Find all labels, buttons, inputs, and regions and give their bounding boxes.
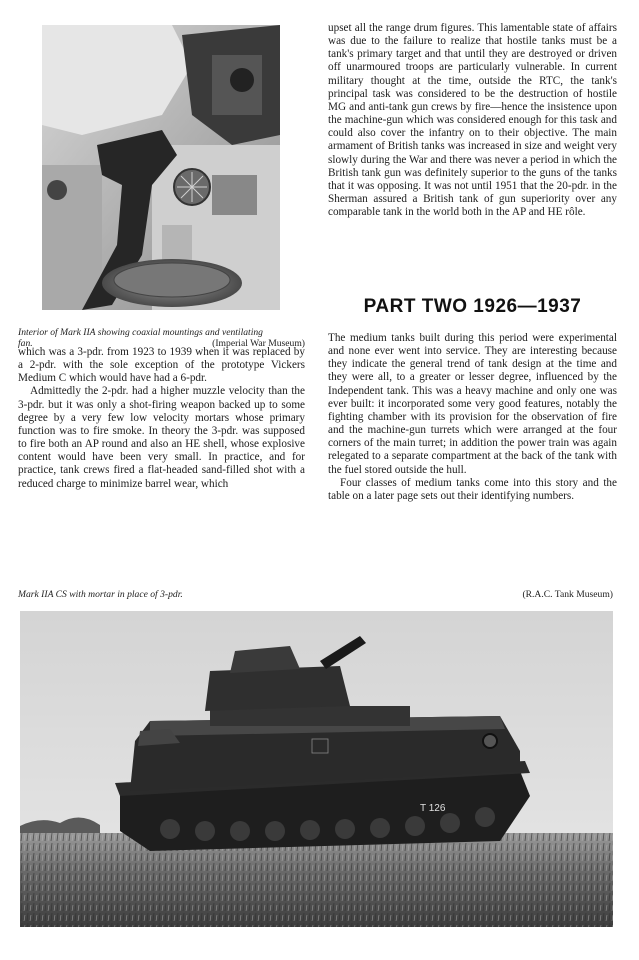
interior-photo-image [42,25,280,310]
tank-photo-caption: Mark IIA CS with mortar in place of 3-pdr. [18,589,183,600]
left-paragraph-1: which was a 3-pdr. from 1923 to 1939 when it was replaced by a 2-pdr. with the sole exception of the prototype Vickers Medium C which would have had a 6-pdr. [18,346,305,385]
tank-photo-credit: (R.A.C. Tank Museum) [522,589,613,600]
left-paragraph-2: Admittedly the 2-pdr. had a higher muzzle velocity than the 3-pdr. but it was only a shot-firing weapon backed up to some degree by a very few low velocity mortars whose primary function was to fire smoke. In theory the 3-pdr. was supposed to fire both an AP round and also an HE shell, whose explosive content would have been very small. In practice, and for practice, tank crews fired a flat-headed sand-filled shot with a reduced charge to minimize barrel wear, which [18,385,305,490]
right-paragraph-2: The medium tanks built during this period were experimental and none ever went into service. They are interesting because they indicate the general trend of tank design at the time and they were all, to a greater or lesser degree, influenced by the Independent tank. This was a heavy machine and only one was ever built: it incorporated some very good features, notably the fighting chamber with its provision for the observation of fire and the machine-gun turrets which were arranged at the four corners of the main turret; in addition the power train was again relegated to a separate compartment at the back of the tank with the fuel stored outside the hull. [328,332,617,476]
tank-hull-number: T 126 [420,803,446,814]
tank-photo-image [20,611,613,927]
interior-photo [42,25,280,310]
right-column-text-top [328,22,617,219]
left-column-text [18,346,305,491]
right-paragraph-3: Four classes of medium tanks come into this story and the table on a later page sets out their identifying numbers. [328,476,617,502]
section-heading: PART TWO 1926—1937 [363,296,582,317]
interior-caption-credit: (Imperial War Museum) [212,338,305,349]
right-paragraph-1: upset all the range drum figures. This lamentable state of affairs was due to the failure to realize that hostile tanks must be a tank's primary target and that until they are destroyed or driven off unarmoured troops are particularly vulnerable. In current military thought at the time, outside the RTC, the tank's principal task was considered to be the destruction of hostile MG and anti-tank gun crews by fire—hence the insistence upon the machine-gun which was considered enough for this task and could also cover the infantry on to their objective. The main armament of British tanks was increased in size and weight very slowly during the War and there was never a period in which the British tank gun was definitely superior to the guns of the tanks that it was opposing. It was not until 1951 that the 20-pdr. in the Sherman assured a British tank of gun superiority over any comparable tank in the world both in the AP and HE rôle. [328,22,617,219]
interior-caption-text-line2: fan. [18,338,33,349]
tank-photo [20,611,613,927]
right-column-text-bottom [328,332,617,503]
interior-caption-text-line1: Interior of Mark IIA showing coaxial mountings and ventilating [18,327,263,338]
